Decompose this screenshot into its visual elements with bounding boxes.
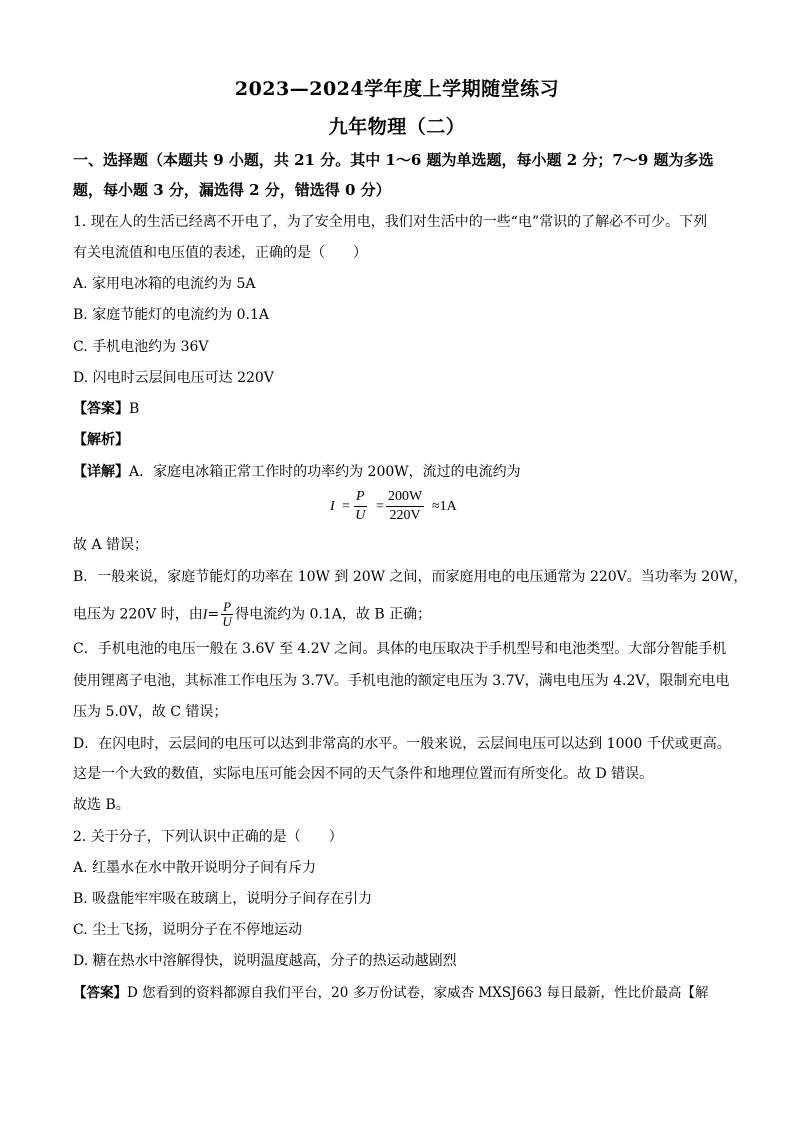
section-heading-line-1: 一、选择题（本题共 9 小题，共 21 分。其中 1～6 题为单选题，每小题 2 分；7～9 题为多选: [73, 151, 714, 169]
q1-option-b: B. 家庭节能灯的电流约为 0.1A: [73, 307, 270, 323]
q2-option-a: A. 红墨水在水中散开说明分子间有斥力: [73, 860, 317, 876]
formula-result: ≈1A: [432, 499, 457, 514]
inline-u: U: [222, 614, 232, 629]
q1-choice: 故选 B。: [73, 797, 130, 813]
b2-pre: 电压为 220V 时，由: [73, 606, 203, 623]
q1-c-line-2: 使用锂离子电池，其标准工作电压为 3.7V。手机电池的额定电压为 3.7V，满电电压为 4.2V，限制充电电: [73, 673, 730, 689]
q2-answer-label: 【答案】: [73, 985, 127, 1001]
q1-option-c: C. 手机电池约为 36V: [73, 339, 209, 355]
q1-detail-a: [73, 462, 733, 482]
inline-i: I: [202, 607, 208, 623]
formula-fraction-values: [386, 488, 424, 525]
q2-option-b: B. 吸盘能牢牢吸在玻璃上，说明分子间存在引力: [73, 891, 373, 907]
section-heading-line-2: 题，每小题 3 分，漏选得 2 分，错选得 0 分）: [73, 181, 391, 199]
q1-b-line-2: [73, 600, 733, 629]
inline-fraction: [221, 600, 233, 629]
formula-u: U: [355, 508, 366, 523]
b2-post: 得电流约为 0.1A，故 B 正确；: [235, 606, 432, 623]
formula-denominator: 220V: [389, 508, 421, 523]
inline-eq: =: [207, 606, 220, 623]
q1-stem-line-2: 有关电流值和电压值的表述，正确的是（ ）: [73, 245, 367, 261]
formula-lhs: I: [330, 499, 335, 514]
q2-answer: [73, 983, 733, 1003]
q1-option-a: A. 家用电冰箱的电流约为 5A: [73, 276, 256, 292]
document-subtitle: 九年物理（二）: [328, 116, 466, 138]
q1-stem-line-1: 1. 现在人的生活已经离不开电了，为了安全用电，我们对生活中的一些“电”常识的了解必不可少。下列: [73, 214, 708, 230]
q2-stem: 2. 关于分子，下列认识中正确的是（ ）: [73, 829, 343, 845]
detail-label: 【详解】: [73, 464, 129, 480]
formula-eq-2: =: [376, 499, 384, 514]
q1-c-line-3: 压为 5.0V，故 C 错误；: [73, 704, 228, 720]
formula-fraction-pu: [354, 488, 367, 525]
q2-option-d: D. 糖在热水中溶解得快，说明温度越高，分子的热运动越剧烈: [73, 953, 457, 969]
current-formula: [330, 488, 470, 532]
answer-value: B: [129, 401, 140, 417]
q2-option-c: C. 尘土飞扬，说明分子在不停地运动: [73, 922, 303, 938]
q2-answer-text: D 您看到的资料都源自我们平台，20 多万份试卷，家威杏 MXSJ663 每日最新，性比价最高【解: [127, 985, 709, 1001]
q1-b-line-1: B．一般来说，家庭节能灯的功率在 10W 到 20W 之间，而家庭用电的电压通常为 220V。当功率为 20W，: [73, 569, 748, 585]
formula-eq-1: =: [342, 499, 350, 514]
answer-label: 【答案】: [73, 401, 129, 417]
q1-d-line-2: 这是一个大致的数值，实际电压可能会因不同的天气条件和地理位置而有所变化。故 D 错误。: [73, 766, 654, 782]
detail-a-text: A．家庭电冰箱正常工作时的功率约为 200W，流过的电流约为: [129, 464, 521, 480]
q1-c-line-1: C．手机电池的电压一般在 3.6V 至 4.2V 之间。具体的电压取决于手机型号和电池类型。大部分智能手机: [73, 641, 727, 657]
formula-p: P: [354, 488, 367, 507]
q1-option-d: D. 闪电时云层间电压可达 220V: [73, 370, 274, 386]
q1-analysis-label: 【解析】: [73, 432, 129, 448]
q1-answer: [73, 399, 733, 419]
formula-numerator: 200W: [386, 488, 424, 507]
q1-d-line-1: D．在闪电时，云层间的电压可以达到非常高的水平。一般来说，云层间电压可以达到 1000 千伏或更高。: [73, 736, 731, 752]
q1-a-conclusion: 故 A 错误；: [73, 537, 149, 553]
document-title: 2023—2024学年度上学期随堂练习: [234, 78, 560, 100]
inline-p: P: [223, 599, 232, 614]
